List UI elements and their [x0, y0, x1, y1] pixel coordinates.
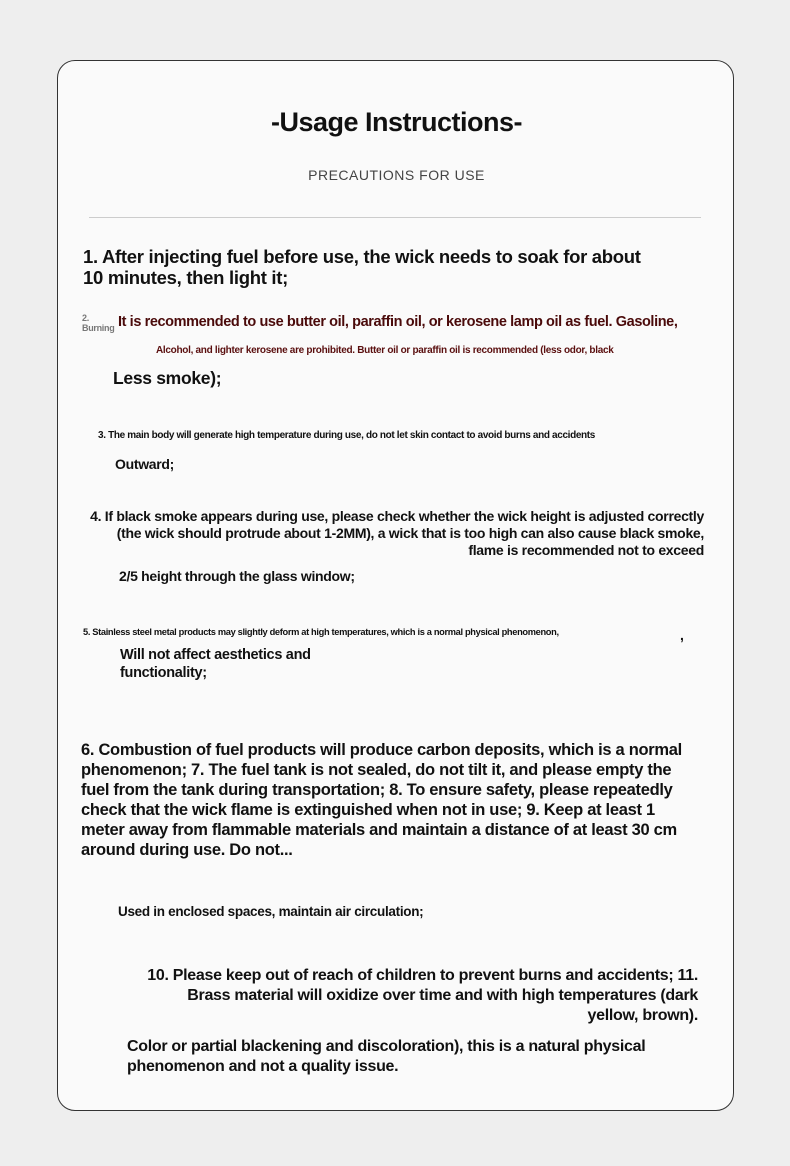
- instruction-4-line-1: 4. If black smoke appears during use, please check whether the wick height is adjusted correctly (the wick should protrude about 1-2MM), a wick that is too high can also cause black smoke, flame is recommended not to exceed: [90, 508, 704, 558]
- instruction-9-continued: Used in enclosed spaces, maintain air circulation;: [118, 904, 424, 919]
- instruction-1: 1. After injecting fuel before use, the wick needs to soak for about 10 minutes, then light it;: [83, 246, 641, 288]
- instruction-5-line-2: Will not affect aesthetics and functionality;: [120, 647, 311, 681]
- page-subtitle: PRECAUTIONS FOR USE: [308, 167, 485, 183]
- instructions-card: [57, 60, 734, 1111]
- page-title: -Usage Instructions-: [270, 107, 523, 137]
- instruction-6-9: 6. Combustion of fuel products will produce carbon deposits, which is a normal phenomenon; 7. The fuel tank is not sealed, do not tilt it, and please empty the fuel from the tank during transportation; 8. To ensure safety, please repeatedly check that the wick flame is extinguished when not in use; 9. Keep at least 1 meter away from flammable materials and maintain a distance of at least 30 cm around during use. Do not...: [81, 741, 682, 859]
- instruction-10-11: 10. Please keep out of reach of children to prevent burns and accidents; 11. Brass material will oxidize over time and with high temperatures (dark yellow, brown).: [147, 967, 698, 1024]
- instruction-5-line-1: 5. Stainless steel metal products may slightly deform at high temperatures, which is a normal physical phenomenon,: [83, 627, 559, 637]
- divider: [89, 217, 701, 218]
- instruction-5-comma: ,: [680, 627, 684, 643]
- instruction-2-line-2: Alcohol, and lighter kerosene are prohibited. Butter oil or paraffin oil is recommended (less odor, black: [156, 345, 614, 356]
- instruction-11-continued: Color or partial blackening and discoloration), this is a natural physical phenomenon and not a quality issue.: [127, 1038, 646, 1075]
- instruction-2-line-3: Less smoke);: [113, 368, 222, 388]
- instruction-4-line-2: 2/5 height through the glass window;: [119, 568, 355, 584]
- instruction-3-line-2: Outward;: [115, 456, 175, 472]
- instruction-2-label: 2. Burning: [82, 313, 115, 333]
- instruction-3-line-1: 3. The main body will generate high temperature during use, do not let skin contact to avoid burns and accidents: [98, 430, 595, 441]
- instruction-2-line-1: It is recommended to use butter oil, paraffin oil, or kerosene lamp oil as fuel. Gasoline,: [118, 314, 678, 330]
